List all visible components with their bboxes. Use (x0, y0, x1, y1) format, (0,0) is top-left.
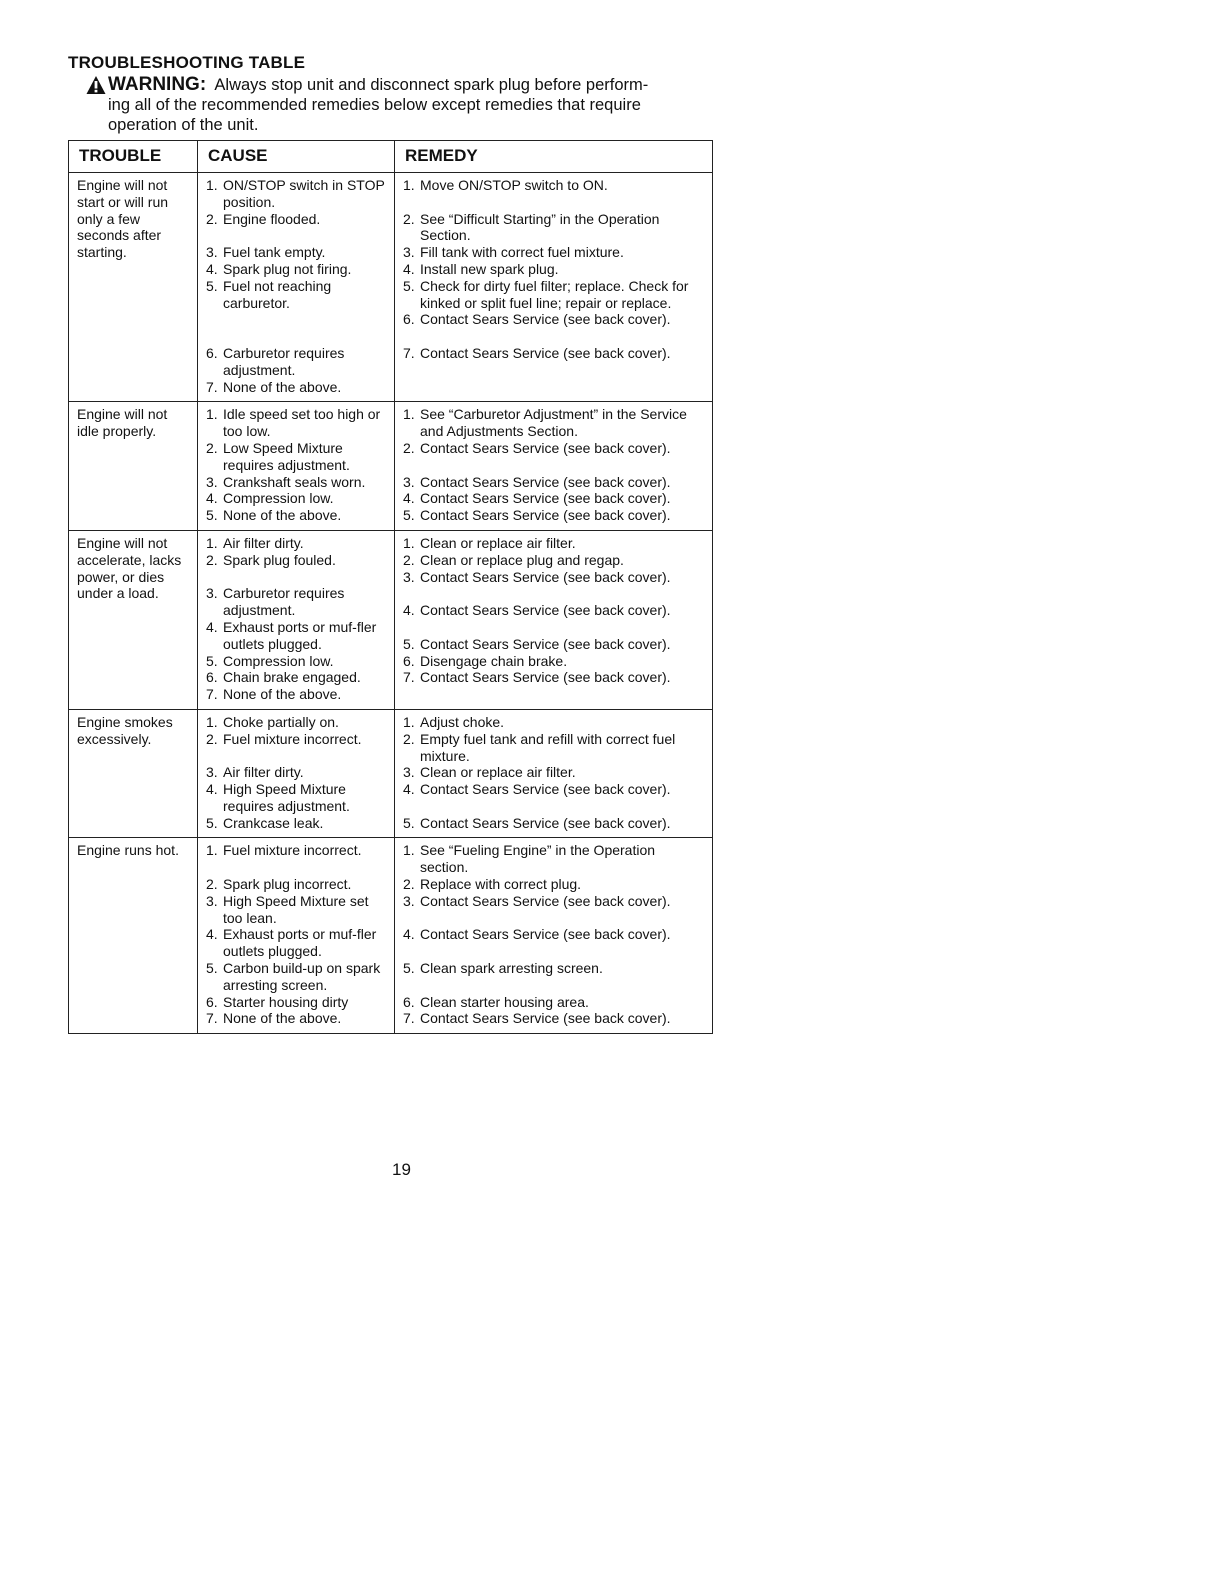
remedy-item (403, 1010, 706, 1027)
item-text: Clean or replace air filter. (420, 764, 576, 781)
item-text: Adjust choke. (420, 713, 505, 730)
cause-item (206, 211, 388, 228)
item-text: Contact Sears Service (see back cover). (420, 1010, 671, 1027)
item-text: Move ON/STOP switch to ON. (420, 177, 608, 193)
item-number: 3. (206, 892, 218, 909)
item-number: 2. (403, 730, 415, 747)
item-text: See “Carburetor Adjustment” in the Service and Adjustments Section. (420, 406, 687, 440)
remedy-item (403, 842, 706, 876)
table-row (69, 402, 713, 531)
item-number: 1. (206, 842, 218, 859)
remedy-item (403, 406, 706, 440)
item-number: 4. (206, 618, 218, 635)
item-number: 2. (403, 876, 415, 893)
item-number: 5. (206, 960, 218, 977)
item-text: Check for dirty fuel filter; replace. Check for kinked or split fuel line; repair or replace. (420, 277, 689, 311)
item-number: 5. (403, 277, 415, 294)
remedy-item (403, 994, 706, 1011)
item-number: 6. (206, 344, 218, 361)
cause-cell (198, 173, 395, 402)
item-text: Air filter dirty. (223, 534, 304, 551)
item-text: High Speed Mixture requires adjustment. (223, 781, 350, 814)
remedy-item (403, 474, 706, 491)
cause-item (206, 244, 388, 261)
item-text: Crankshaft seals worn. (223, 473, 366, 490)
item-text: Crankcase leak. (223, 814, 324, 831)
cause-item (206, 815, 388, 832)
item-text: Compression low. (223, 490, 334, 507)
cause-item (206, 474, 388, 491)
item-number: 7. (403, 344, 415, 361)
item-number: 4. (403, 602, 415, 619)
item-number: 5. (206, 814, 218, 831)
item-number: 4. (206, 260, 218, 277)
item-text: None of the above. (223, 686, 342, 703)
spacer (403, 457, 706, 474)
item-number: 7. (403, 1010, 415, 1027)
item-text: See “Fueling Engine” in the Operation section. (420, 842, 656, 876)
item-text: Chain brake engaged. (223, 669, 361, 686)
item-number: 5. (206, 277, 218, 294)
item-number: 1. (403, 534, 415, 551)
item-number: 7. (206, 1010, 218, 1027)
remedy-item (403, 177, 706, 194)
item-number: 5. (206, 652, 218, 669)
item-text: Contact Sears Service (see back cover). (420, 311, 671, 328)
table-row (69, 173, 713, 402)
remedy-item (403, 602, 706, 619)
cause-item (206, 490, 388, 507)
item-number: 6. (403, 652, 415, 669)
item-text: Carburetor requires adjustment. (223, 344, 345, 378)
item-text: Contact Sears Service (see back cover). (420, 892, 671, 909)
remedy-item (403, 893, 706, 910)
item-number: 3. (206, 244, 218, 261)
item-text: Fuel tank empty. (223, 244, 326, 261)
trouble-cell: Engine will not accelerate, lacks power, or dies under a load. (69, 530, 198, 709)
item-text: Fuel mixture incorrect. (223, 842, 362, 859)
remedy-item (403, 507, 706, 524)
cause-item (206, 714, 388, 731)
item-number: 4. (206, 781, 218, 798)
remedy-item (403, 764, 706, 781)
item-number: 5. (403, 507, 415, 524)
warning-line-1: Always stop unit and disconnect spark plug before perform- (214, 76, 649, 94)
item-number: 6. (403, 311, 415, 328)
cause-item (206, 177, 388, 211)
spacer (403, 910, 706, 927)
item-text: See “Difficult Starting” in the Operation Section. (420, 210, 660, 244)
item-number: 1. (403, 713, 415, 730)
item-text: Clean spark arresting screen. (420, 960, 603, 977)
cause-item (206, 345, 388, 379)
item-number: 5. (403, 814, 415, 831)
cause-item (206, 379, 388, 396)
item-number: 7. (403, 669, 415, 686)
item-number: 3. (403, 473, 415, 490)
cause-cell (198, 838, 395, 1034)
item-text: Fuel mixture incorrect. (223, 730, 362, 747)
warning-line-2: ing all of the recommended remedies below except remedies that require (108, 96, 641, 114)
cause-item (206, 781, 388, 815)
item-number: 2. (206, 439, 218, 456)
remedy-item (403, 781, 706, 798)
item-number: 2. (403, 439, 415, 456)
header-cause: CAUSE (198, 141, 395, 173)
remedy-item (403, 926, 706, 943)
item-text: Clean starter housing area. (420, 993, 589, 1010)
item-text: Contact Sears Service (see back cover). (420, 669, 671, 686)
remedy-cell (395, 709, 713, 838)
remedy-item (403, 244, 706, 261)
spacer (206, 227, 388, 244)
item-text: Spark plug incorrect. (223, 876, 352, 893)
item-number: 1. (206, 534, 218, 551)
cause-item (206, 406, 388, 440)
warning-text (108, 75, 716, 135)
warning-line-3: operation of the unit. (108, 116, 259, 134)
remedy-item (403, 731, 706, 765)
item-text: Contact Sears Service (see back cover). (420, 473, 671, 490)
remedy-item (403, 535, 706, 552)
cause-item (206, 585, 388, 619)
spacer (403, 585, 706, 602)
remedy-item (403, 490, 706, 507)
cause-item (206, 876, 388, 893)
item-number: 3. (403, 244, 415, 261)
remedy-cell (395, 402, 713, 531)
item-number: 2. (403, 551, 415, 568)
remedy-item (403, 653, 706, 670)
cause-item (206, 686, 388, 703)
item-text: Contact Sears Service (see back cover). (420, 602, 671, 619)
trouble-cell: Engine will not start or will run only a few seconds after starting. (69, 173, 198, 402)
remedy-item (403, 311, 706, 328)
item-text: Choke partially on. (223, 713, 339, 730)
cause-item (206, 1010, 388, 1027)
item-number: 1. (206, 177, 218, 193)
remedy-item (403, 345, 706, 362)
item-number: 7. (206, 686, 218, 703)
item-number: 1. (403, 842, 415, 859)
item-number: 1. (206, 406, 218, 423)
item-number: 3. (206, 764, 218, 781)
item-number: 3. (206, 473, 218, 490)
item-text: Contact Sears Service (see back cover). (420, 926, 671, 943)
remedy-item (403, 278, 706, 312)
header-remedy: REMEDY (395, 141, 713, 173)
item-number: 1. (206, 713, 218, 730)
item-text: Exhaust ports or muf-fler outlets plugged. (223, 926, 377, 960)
item-number: 5. (206, 507, 218, 524)
item-text: Clean or replace plug and regap. (420, 551, 624, 568)
troubleshooting-table (68, 140, 713, 1034)
item-number: 2. (206, 876, 218, 893)
spacer (403, 328, 706, 345)
item-text: Air filter dirty. (223, 764, 304, 781)
cause-item (206, 535, 388, 552)
spacer (206, 748, 388, 765)
item-text: Compression low. (223, 652, 334, 669)
cause-item (206, 278, 388, 312)
cause-cell (198, 402, 395, 531)
remedy-item (403, 569, 706, 586)
item-text: Disengage chain brake. (420, 652, 568, 669)
item-number: 6. (206, 669, 218, 686)
remedy-item (403, 815, 706, 832)
cause-item (206, 669, 388, 686)
spacer (403, 977, 706, 994)
cause-item (206, 653, 388, 670)
remedy-item (403, 714, 706, 731)
item-number: 3. (403, 892, 415, 909)
item-text: Install new spark plug. (420, 260, 559, 277)
cause-item (206, 893, 388, 927)
trouble-cell: Engine runs hot. (69, 838, 198, 1034)
item-text: Carbon build-up on spark arresting screen. (223, 960, 381, 993)
cause-item (206, 440, 388, 474)
page-number: 19 (392, 1160, 411, 1179)
item-number: 4. (403, 260, 415, 277)
item-number: 4. (206, 490, 218, 507)
item-text: High Speed Mixture set too lean. (223, 892, 369, 926)
header-trouble: TROUBLE (69, 141, 198, 173)
item-text: None of the above. (223, 507, 342, 524)
item-text: Idle speed set too high or too low. (223, 406, 381, 440)
item-text: Contact Sears Service (see back cover). (420, 781, 671, 798)
item-number: 2. (403, 210, 415, 227)
cause-cell (198, 709, 395, 838)
item-text: Contact Sears Service (see back cover). (420, 439, 671, 456)
item-text: Contact Sears Service (see back cover). (420, 490, 671, 507)
item-text: Low Speed Mixture requires adjustment. (223, 439, 350, 473)
item-number: 3. (206, 585, 218, 602)
spacer (403, 619, 706, 636)
item-text: Starter housing dirty (223, 993, 349, 1010)
item-text: Contact Sears Service (see back cover). (420, 344, 671, 361)
cause-item (206, 926, 388, 960)
spacer (206, 328, 388, 345)
item-text: None of the above. (223, 378, 342, 395)
spacer (206, 859, 388, 876)
remedy-item (403, 552, 706, 569)
cause-item (206, 842, 388, 859)
item-number: 1. (403, 406, 415, 423)
item-number: 7. (206, 378, 218, 395)
remedy-cell (395, 530, 713, 709)
item-number: 5. (403, 635, 415, 652)
table-row (69, 838, 713, 1034)
table-row (69, 709, 713, 838)
item-text: Fill tank with correct fuel mixture. (420, 244, 624, 261)
table-header-row (69, 141, 713, 173)
item-number: 6. (206, 993, 218, 1010)
item-text: Replace with correct plug. (420, 876, 582, 893)
table-row (69, 530, 713, 709)
item-number: 2. (206, 210, 218, 227)
remedy-item (403, 876, 706, 893)
item-text: Contact Sears Service (see back cover). (420, 814, 671, 831)
spacer (206, 569, 388, 586)
table-body (69, 173, 713, 1034)
spacer (403, 943, 706, 960)
item-text: Empty fuel tank and refill with correct fuel mixture. (420, 730, 676, 764)
remedy-cell (395, 173, 713, 402)
item-number: 2. (206, 730, 218, 747)
remedy-cell (395, 838, 713, 1034)
item-number: 4. (403, 490, 415, 507)
item-number: 6. (403, 993, 415, 1010)
item-text: ON/STOP switch in STOP position. (223, 177, 385, 210)
spacer (403, 798, 706, 815)
cause-item (206, 507, 388, 524)
item-number: 5. (403, 960, 415, 977)
item-text: Exhaust ports or muf-fler outlets plugged. (223, 618, 377, 652)
item-number: 4. (403, 926, 415, 943)
remedy-item (403, 261, 706, 278)
remedy-item (403, 636, 706, 653)
item-text: Contact Sears Service (see back cover). (420, 635, 671, 652)
item-text: Spark plug fouled. (223, 551, 336, 568)
section-title: TROUBLESHOOTING TABLE (68, 53, 306, 72)
cause-item (206, 619, 388, 653)
item-text: Engine flooded. (223, 210, 321, 227)
item-text: Contact Sears Service (see back cover). (420, 507, 671, 524)
item-number: 4. (206, 926, 218, 943)
cause-cell (198, 530, 395, 709)
remedy-item (403, 669, 706, 686)
spacer (206, 311, 388, 328)
item-number: 4. (403, 781, 415, 798)
item-number: 1. (403, 177, 415, 193)
item-text: Carburetor requires adjustment. (223, 585, 345, 619)
cause-item (206, 261, 388, 278)
warning-triangle-icon (86, 75, 106, 95)
warning-label: WARNING: (108, 74, 207, 95)
trouble-cell: Engine smokes excessively. (69, 709, 198, 838)
remedy-item (403, 211, 706, 245)
remedy-item (403, 960, 706, 977)
item-text: None of the above. (223, 1010, 342, 1027)
trouble-cell: Engine will not idle properly. (69, 402, 198, 531)
spacer (403, 194, 706, 211)
cause-item (206, 994, 388, 1011)
cause-item (206, 731, 388, 748)
item-number: 3. (403, 764, 415, 781)
item-number: 2. (206, 551, 218, 568)
item-text: Contact Sears Service (see back cover). (420, 568, 671, 585)
warning-notice (86, 75, 716, 135)
item-text: Fuel not reaching carburetor. (223, 277, 332, 311)
item-number: 3. (403, 568, 415, 585)
remedy-item (403, 440, 706, 457)
cause-item (206, 960, 388, 994)
item-text: Clean or replace air filter. (420, 534, 576, 551)
cause-item (206, 552, 388, 569)
cause-item (206, 764, 388, 781)
item-text: Spark plug not firing. (223, 260, 352, 277)
